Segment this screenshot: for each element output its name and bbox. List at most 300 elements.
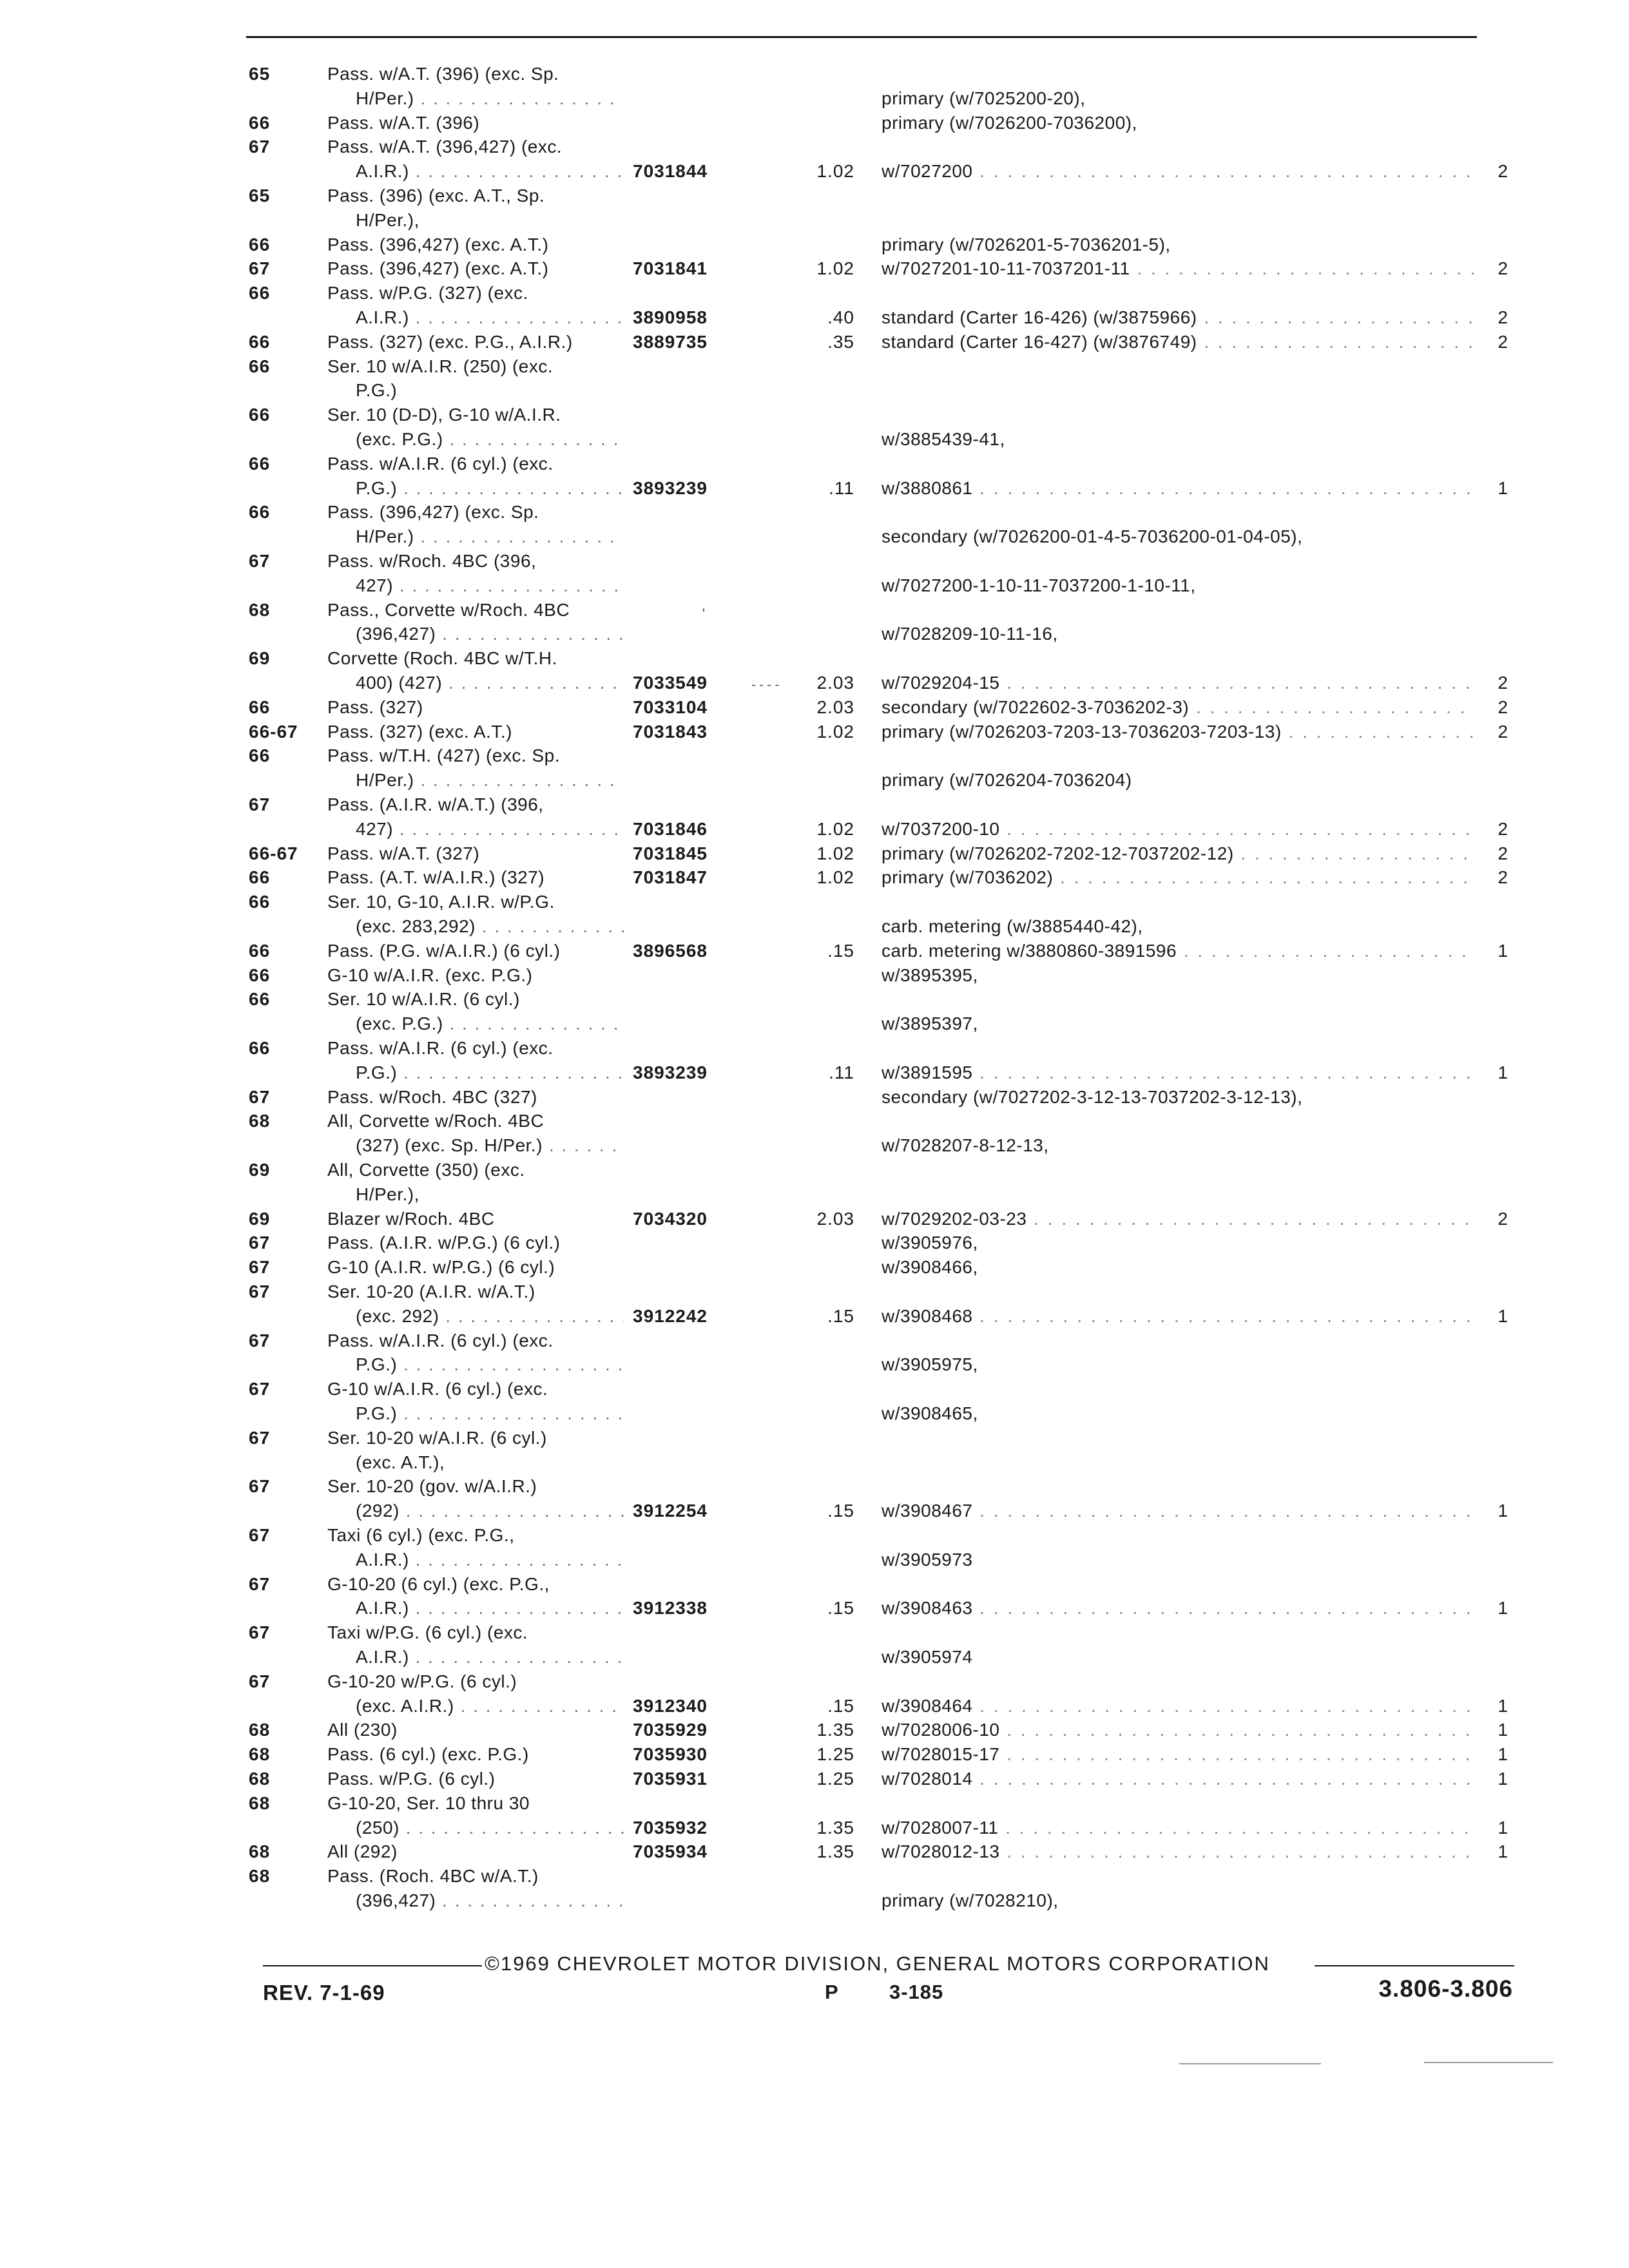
list-price: .11 [829,478,854,498]
usage-note: secondary (w/7027202-3-12-13-7037202-3-12-13), [882,1087,1303,1107]
application-description: Pass. w/Roch. 4BC (396, [327,551,537,571]
catalog-row [0,427,1629,452]
catalog-row [0,793,1629,817]
usage-note: primary (w/7025200-20), [882,88,1086,108]
part-number: 3893239 [633,478,708,498]
usage-note: standard (Carter 16-427) (w/3876749) . . . [882,330,1474,354]
catalog-row [0,1596,1629,1620]
catalog-row [0,159,1629,184]
application-description: Pass. (396) (exc. A.T., Sp. [327,186,545,206]
model-year: 67 [249,794,271,814]
catalog-row [0,1499,1629,1523]
catalog-row [0,452,1629,476]
catalog-row [0,184,1629,208]
catalog-row [0,890,1629,914]
application-description: (396,427) . . . [327,1888,624,1913]
quantity: 2 [1498,332,1508,352]
catalog-row [0,1255,1629,1280]
model-year: 68 [249,1111,271,1131]
model-year: 68 [249,1769,271,1789]
model-year: 67 [249,1574,271,1594]
application-description: Ser. 10 w/A.I.R. (6 cyl.) [327,989,520,1009]
application-description: H/Per.) . . . [327,768,624,793]
catalog-row [0,1450,1629,1475]
model-year: 69 [249,1209,271,1229]
catalog-row [0,354,1629,379]
usage-note: w/7028209-10-11-16, [882,624,1058,644]
footer-rule-right [1315,1965,1514,1966]
catalog-row [0,817,1629,841]
model-year: 66 [249,283,271,303]
usage-note: w/3905976, [882,1233,978,1253]
quantity: 2 [1498,1209,1508,1229]
usage-note: carb. metering (w/3885440-42), [882,916,1143,936]
usage-note: w/7028012-13 . . . [882,1840,1474,1864]
catalog-row [0,330,1629,354]
scan-smudge-2 [1424,2062,1553,2063]
section-range: 3.806-3.806 [1378,1975,1513,2002]
model-year: 66 [249,965,271,985]
quantity: 2 [1498,843,1508,863]
usage-note: secondary (w/7022602-3-7036202-3) . . . [882,695,1474,720]
catalog-row [0,744,1629,768]
application-description: H/Per.), [356,1184,419,1204]
application-description: A.I.R.) . . . [327,1548,624,1572]
application-description: G-10-20, Ser. 10 thru 30 [327,1793,530,1813]
application-description: (exc. P.G.) . . . [327,427,624,452]
quantity: 2 [1498,722,1508,742]
list-price: .15 [827,1696,854,1716]
list-price: 1.02 [816,867,854,887]
catalog-row [0,524,1629,549]
model-year: 66 [249,454,271,474]
application-description: Pass. w/A.I.R. (6 cyl.) (exc. [327,454,554,474]
model-year: 66 [249,697,271,717]
part-number: 7034320 [633,1209,708,1229]
catalog-row [0,1572,1629,1597]
quantity: 1 [1498,941,1508,961]
usage-note: w/7027200-1-10-11-7037200-1-10-11, [882,575,1196,595]
catalog-row [0,403,1629,427]
quantity: 1 [1498,1818,1508,1838]
usage-note: primary (w/7026200-7036200), [882,113,1137,133]
application-description: P.G.) . . . [327,1352,624,1377]
application-description: G-10 w/A.I.R. (exc. P.G.) [327,965,533,985]
catalog-row [0,549,1629,573]
catalog-row [0,233,1629,257]
application-description: Pass. w/Roch. 4BC (327) [327,1087,537,1107]
model-year: 66-67 [249,722,298,742]
usage-note: w/7037200-10 . . . [882,817,1474,841]
usage-note: carb. metering w/3880860-3891596 . . . [882,939,1474,963]
catalog-row [0,256,1629,281]
model-year: 67 [249,1233,271,1253]
usage-note: primary (w/7026203-7203-13-7036203-7203-13) . . . [882,720,1474,744]
catalog-row [0,62,1629,86]
list-price: .35 [827,332,854,352]
catalog-row [0,1474,1629,1499]
catalog-row [0,1231,1629,1255]
application-description: (292) . . . [327,1499,624,1523]
catalog-row [0,1523,1629,1548]
quantity: 1 [1498,478,1508,498]
application-description: Pass. w/A.T. (396,427) (exc. [327,137,563,157]
part-number: 7035931 [633,1769,708,1789]
usage-note: w/3891595 . . . [882,1061,1474,1085]
usage-note: w/3908464 . . . [882,1694,1474,1718]
model-year: 66 [249,1038,271,1058]
page-number: 3-185 [889,1981,944,2003]
application-description: Pass. w/A.I.R. (6 cyl.) (exc. [327,1331,554,1350]
catalog-row [0,841,1629,866]
application-description: G-10 (A.I.R. w/P.G.) (6 cyl.) [327,1257,555,1277]
application-description: Corvette (Roch. 4BC w/T.H. [327,648,557,668]
part-number: 3912254 [633,1501,708,1521]
usage-note: w/7029204-15 . . . [882,671,1474,695]
model-year: 66 [249,745,271,765]
model-year: 67 [249,258,271,278]
catalog-row [0,695,1629,720]
usage-note: w/7029202-03-23 . . . [882,1207,1474,1231]
application-description: Pass. w/A.T. (396) (exc. Sp. [327,64,559,84]
application-description: Pass. (P.G. w/A.I.R.) (6 cyl.) [327,941,561,961]
quantity: 2 [1498,258,1508,278]
catalog-row [0,622,1629,646]
usage-note: primary (w/7036202) . . . [882,865,1474,890]
application-description: Ser. 10 (D-D), G-10 w/A.I.R. [327,405,561,425]
dashed-leader-mark: - - - - [751,678,780,692]
catalog-row [0,378,1629,403]
list-price: 1.02 [816,819,854,839]
part-number: 3912340 [633,1696,708,1716]
application-description: Ser. 10, G-10, A.I.R. w/P.G. [327,892,555,912]
quantity: 1 [1498,1598,1508,1618]
catalog-row [0,1791,1629,1816]
quantity: 2 [1498,673,1508,693]
list-price: 2.03 [816,697,854,717]
catalog-row [0,1767,1629,1791]
usage-note: w/7028015-17 . . . [882,1742,1474,1767]
application-description: Pass. (A.T. w/A.I.R.) (327) [327,867,545,887]
catalog-row [0,86,1629,111]
model-year: 68 [249,1793,271,1813]
model-year: 66 [249,356,271,376]
catalog-row [0,963,1629,988]
list-price: 1.02 [816,161,854,181]
quantity: 2 [1498,697,1508,717]
catalog-row [0,1207,1629,1231]
application-description: (exc. 283,292) . . . [327,914,624,939]
footer-rule-left [263,1965,482,1966]
usage-note: w/3908465, [882,1403,978,1423]
catalog-row [0,1669,1629,1694]
catalog-row [0,1377,1629,1401]
quantity: 2 [1498,307,1508,327]
catalog-row [0,1816,1629,1840]
application-description: All (292) [327,1841,398,1861]
model-year: 67 [249,1671,271,1691]
catalog-row [0,573,1629,598]
catalog-row [0,1694,1629,1718]
catalog-row [0,476,1629,501]
catalog-row [0,1304,1629,1329]
catalog-row [0,671,1629,695]
application-description: Pass. (Roch. 4BC w/A.T.) [327,1866,539,1886]
quantity: 2 [1498,867,1508,887]
application-description: Pass. (327) (exc. A.T.) [327,722,512,742]
part-number: 7031845 [633,843,708,863]
application-description: A.I.R.) . . . [327,305,624,330]
application-description: All, Corvette w/Roch. 4BC [327,1111,545,1131]
catalog-row [0,1548,1629,1572]
catalog-row [0,939,1629,963]
catalog-row [0,1620,1629,1645]
catalog-row [0,1036,1629,1061]
list-price: 1.35 [816,1841,854,1861]
application-description: (exc. P.G.) . . . [327,1012,624,1036]
model-year: 67 [249,1282,271,1302]
part-number: 3889735 [633,332,708,352]
usage-note: primary (w/7026204-7036204) [882,770,1132,790]
part-number: 3896568 [633,941,708,961]
application-description: (exc. 292) . . . [327,1304,624,1329]
quantity: 1 [1498,1306,1508,1326]
model-year: 67 [249,1428,271,1448]
list-price: .15 [827,941,854,961]
application-description: H/Per.), [356,210,419,230]
usage-note: w/3895397, [882,1014,978,1033]
application-description: Ser. 10-20 w/A.I.R. (6 cyl.) [327,1428,547,1448]
quantity: 1 [1498,1769,1508,1789]
catalog-row [0,1718,1629,1742]
model-year: 66 [249,235,271,255]
list-price: 1.02 [816,258,854,278]
part-number: 7031846 [633,819,708,839]
quantity: 1 [1498,1062,1508,1082]
usage-note: w/3908466, [882,1257,978,1277]
application-description: A.I.R.) . . . [327,1645,624,1669]
catalog-row [0,1158,1629,1182]
usage-note: w/3908463 . . . [882,1596,1474,1620]
catalog-row [0,305,1629,330]
part-number: 3912242 [633,1306,708,1326]
part-number: 7035930 [633,1744,708,1764]
application-description: (250) . . . [327,1816,624,1840]
catalog-row [0,1085,1629,1110]
model-year: 66 [249,867,271,887]
catalog-row [0,1133,1629,1158]
quantity: 1 [1498,1744,1508,1764]
application-description: (exc. A.T.), [356,1452,445,1472]
application-description: Pass. w/P.G. (327) (exc. [327,283,528,303]
model-year: 66 [249,941,271,961]
model-year: 66 [249,892,271,912]
application-description: A.I.R.) . . . [327,1596,624,1620]
catalog-row [0,281,1629,305]
application-description: 427) . . . [327,573,624,598]
usage-note: w/7028007-11 . . . [882,1816,1474,1840]
usage-note: primary (w/7026202-7202-12-7037202-12) . . . [882,841,1474,866]
catalog-row [0,646,1629,671]
model-year: 68 [249,1866,271,1886]
application-description: Pass. (6 cyl.) (exc. P.G.) [327,1744,529,1764]
quantity: 1 [1498,1501,1508,1521]
part-number: 3912338 [633,1598,708,1618]
application-description: All (230) [327,1720,398,1740]
catalog-row [0,1352,1629,1377]
catalog-row [0,1280,1629,1304]
quantity: 2 [1498,819,1508,839]
part-number: 3893239 [633,1062,708,1082]
application-description: Taxi w/P.G. (6 cyl.) (exc. [327,1622,528,1642]
usage-note: w/3905973 [882,1550,973,1570]
catalog-row [0,1645,1629,1669]
list-price: 1.25 [816,1769,854,1789]
scan-smudge [1179,2063,1321,2064]
catalog-row [0,111,1629,135]
model-year: 68 [249,1841,271,1861]
catalog-row [0,914,1629,939]
model-year: 65 [249,186,271,206]
application-description: (396,427) . . . [327,622,624,646]
usage-note: standard (Carter 16-426) (w/3875966) . . . [882,305,1474,330]
application-description: Pass. w/A.I.R. (6 cyl.) (exc. [327,1038,554,1058]
catalog-row [0,208,1629,233]
catalog-row [0,598,1629,622]
catalog-row [0,1012,1629,1036]
top-rule [246,36,1477,38]
model-year: 65 [249,64,271,84]
model-year: 67 [249,1379,271,1399]
part-number: 7031841 [633,258,708,278]
usage-note: w/3880861 . . . [882,476,1474,501]
catalog-row [0,1182,1629,1207]
usage-note: primary (w/7026201-5-7036201-5), [882,235,1171,255]
application-description: Ser. 10 w/A.I.R. (250) (exc. [327,356,554,376]
part-number: 3890958 [633,307,708,327]
model-year: 66 [249,113,271,133]
application-description: (327) (exc. Sp. H/Per.) . . . [327,1133,624,1158]
copyright-line: ©1969 CHEVROLET MOTOR DIVISION, GENERAL MOTORS CORPORATION [485,1952,1270,1975]
catalog-row [0,1742,1629,1767]
usage-note: w/7027200 . . . [882,159,1474,184]
quantity: 1 [1498,1841,1508,1861]
quantity: 1 [1498,1696,1508,1716]
model-year: 66-67 [249,843,298,863]
application-description: Pass. (A.I.R. w/A.T.) (396, [327,794,544,814]
list-price: .40 [827,307,854,327]
model-year: 66 [249,405,271,425]
catalog-row [0,1426,1629,1450]
application-description: Pass. (327) [327,697,423,717]
catalog-row [0,1864,1629,1888]
catalog-row [0,1840,1629,1864]
application-description: P.G.) . . . [327,1061,624,1085]
application-description: P.G.) . . . [327,476,624,501]
application-description: Pass. (327) (exc. P.G., A.I.R.) [327,332,573,352]
model-year: 67 [249,1525,271,1545]
application-description: Pass. (A.I.R. w/P.G.) (6 cyl.) [327,1233,561,1253]
catalog-row [0,1329,1629,1353]
model-year: 67 [249,1476,271,1496]
model-year: 69 [249,1160,271,1180]
list-price: 1.35 [816,1720,854,1740]
application-description: G-10-20 (6 cyl.) (exc. P.G., [327,1574,550,1594]
usage-note: w/3885439-41, [882,429,1005,449]
part-number: 7033104 [633,697,708,717]
usage-note: w/7027201-10-11-7037201-11 . . . [882,256,1474,281]
part-number: 7031847 [633,867,708,887]
page-prefix: P [825,1981,839,2003]
part-number: 7035932 [633,1818,708,1838]
usage-note: w/3895395, [882,965,978,985]
application-description: 427) . . . [327,817,624,841]
part-number: 7031843 [633,722,708,742]
application-description: A.I.R.) . . . [327,159,624,184]
part-number: 7033549 [633,673,708,693]
usage-note: w/7028006-10 . . . [882,1718,1474,1742]
catalog-row [0,720,1629,744]
application-description: P.G.) [356,380,398,400]
part-number: 7031844 [633,161,708,181]
application-description: Pass. w/A.T. (396) [327,113,480,133]
application-description: Pass. (396,427) (exc. Sp. [327,502,539,522]
list-price: 2.03 [816,673,854,693]
model-year: 67 [249,1622,271,1642]
catalog-row [0,1888,1629,1913]
usage-note: w/7028014 . . . [882,1767,1474,1791]
model-year: 66 [249,989,271,1009]
quantity: 2 [1498,161,1508,181]
usage-note: w/3905974 [882,1647,973,1667]
stray-mark: ' [702,606,706,622]
catalog-row [0,768,1629,793]
usage-note: w/3905975, [882,1354,978,1374]
list-price: 1.25 [816,1744,854,1764]
catalog-row [0,135,1629,159]
part-number: 7035934 [633,1841,708,1861]
catalog-row [0,500,1629,524]
usage-note: w/3908468 . . . [882,1304,1474,1329]
catalog-row [0,1109,1629,1133]
part-number: 7035929 [633,1720,708,1740]
list-price: 1.35 [816,1818,854,1838]
model-year: 67 [249,137,271,157]
usage-note: w/3908467 . . . [882,1499,1474,1523]
application-description: 400) (427) . . . [327,671,624,695]
application-description: All, Corvette (350) (exc. [327,1160,525,1180]
catalog-row [0,1401,1629,1426]
application-description: G-10-20 w/P.G. (6 cyl.) [327,1671,517,1691]
list-price: .15 [827,1306,854,1326]
list-price: 1.02 [816,843,854,863]
usage-note: secondary (w/7026200-01-4-5-7036200-01-04-05), [882,526,1303,546]
catalog-row [0,987,1629,1012]
application-description: Pass. (396,427) (exc. A.T.) [327,235,549,255]
application-description: Blazer w/Roch. 4BC [327,1209,495,1229]
application-description: Pass. w/T.H. (427) (exc. Sp. [327,745,560,765]
model-year: 67 [249,1331,271,1350]
application-description: Taxi (6 cyl.) (exc. P.G., [327,1525,515,1545]
application-description: G-10 w/A.I.R. (6 cyl.) (exc. [327,1379,548,1399]
model-year: 68 [249,600,271,620]
revision-date: REV. 7-1-69 [263,1981,385,2004]
application-description: Pass. w/A.T. (327) [327,843,480,863]
model-year: 67 [249,551,271,571]
list-price: .11 [829,1062,854,1082]
list-price: .15 [827,1598,854,1618]
model-year: 68 [249,1744,271,1764]
